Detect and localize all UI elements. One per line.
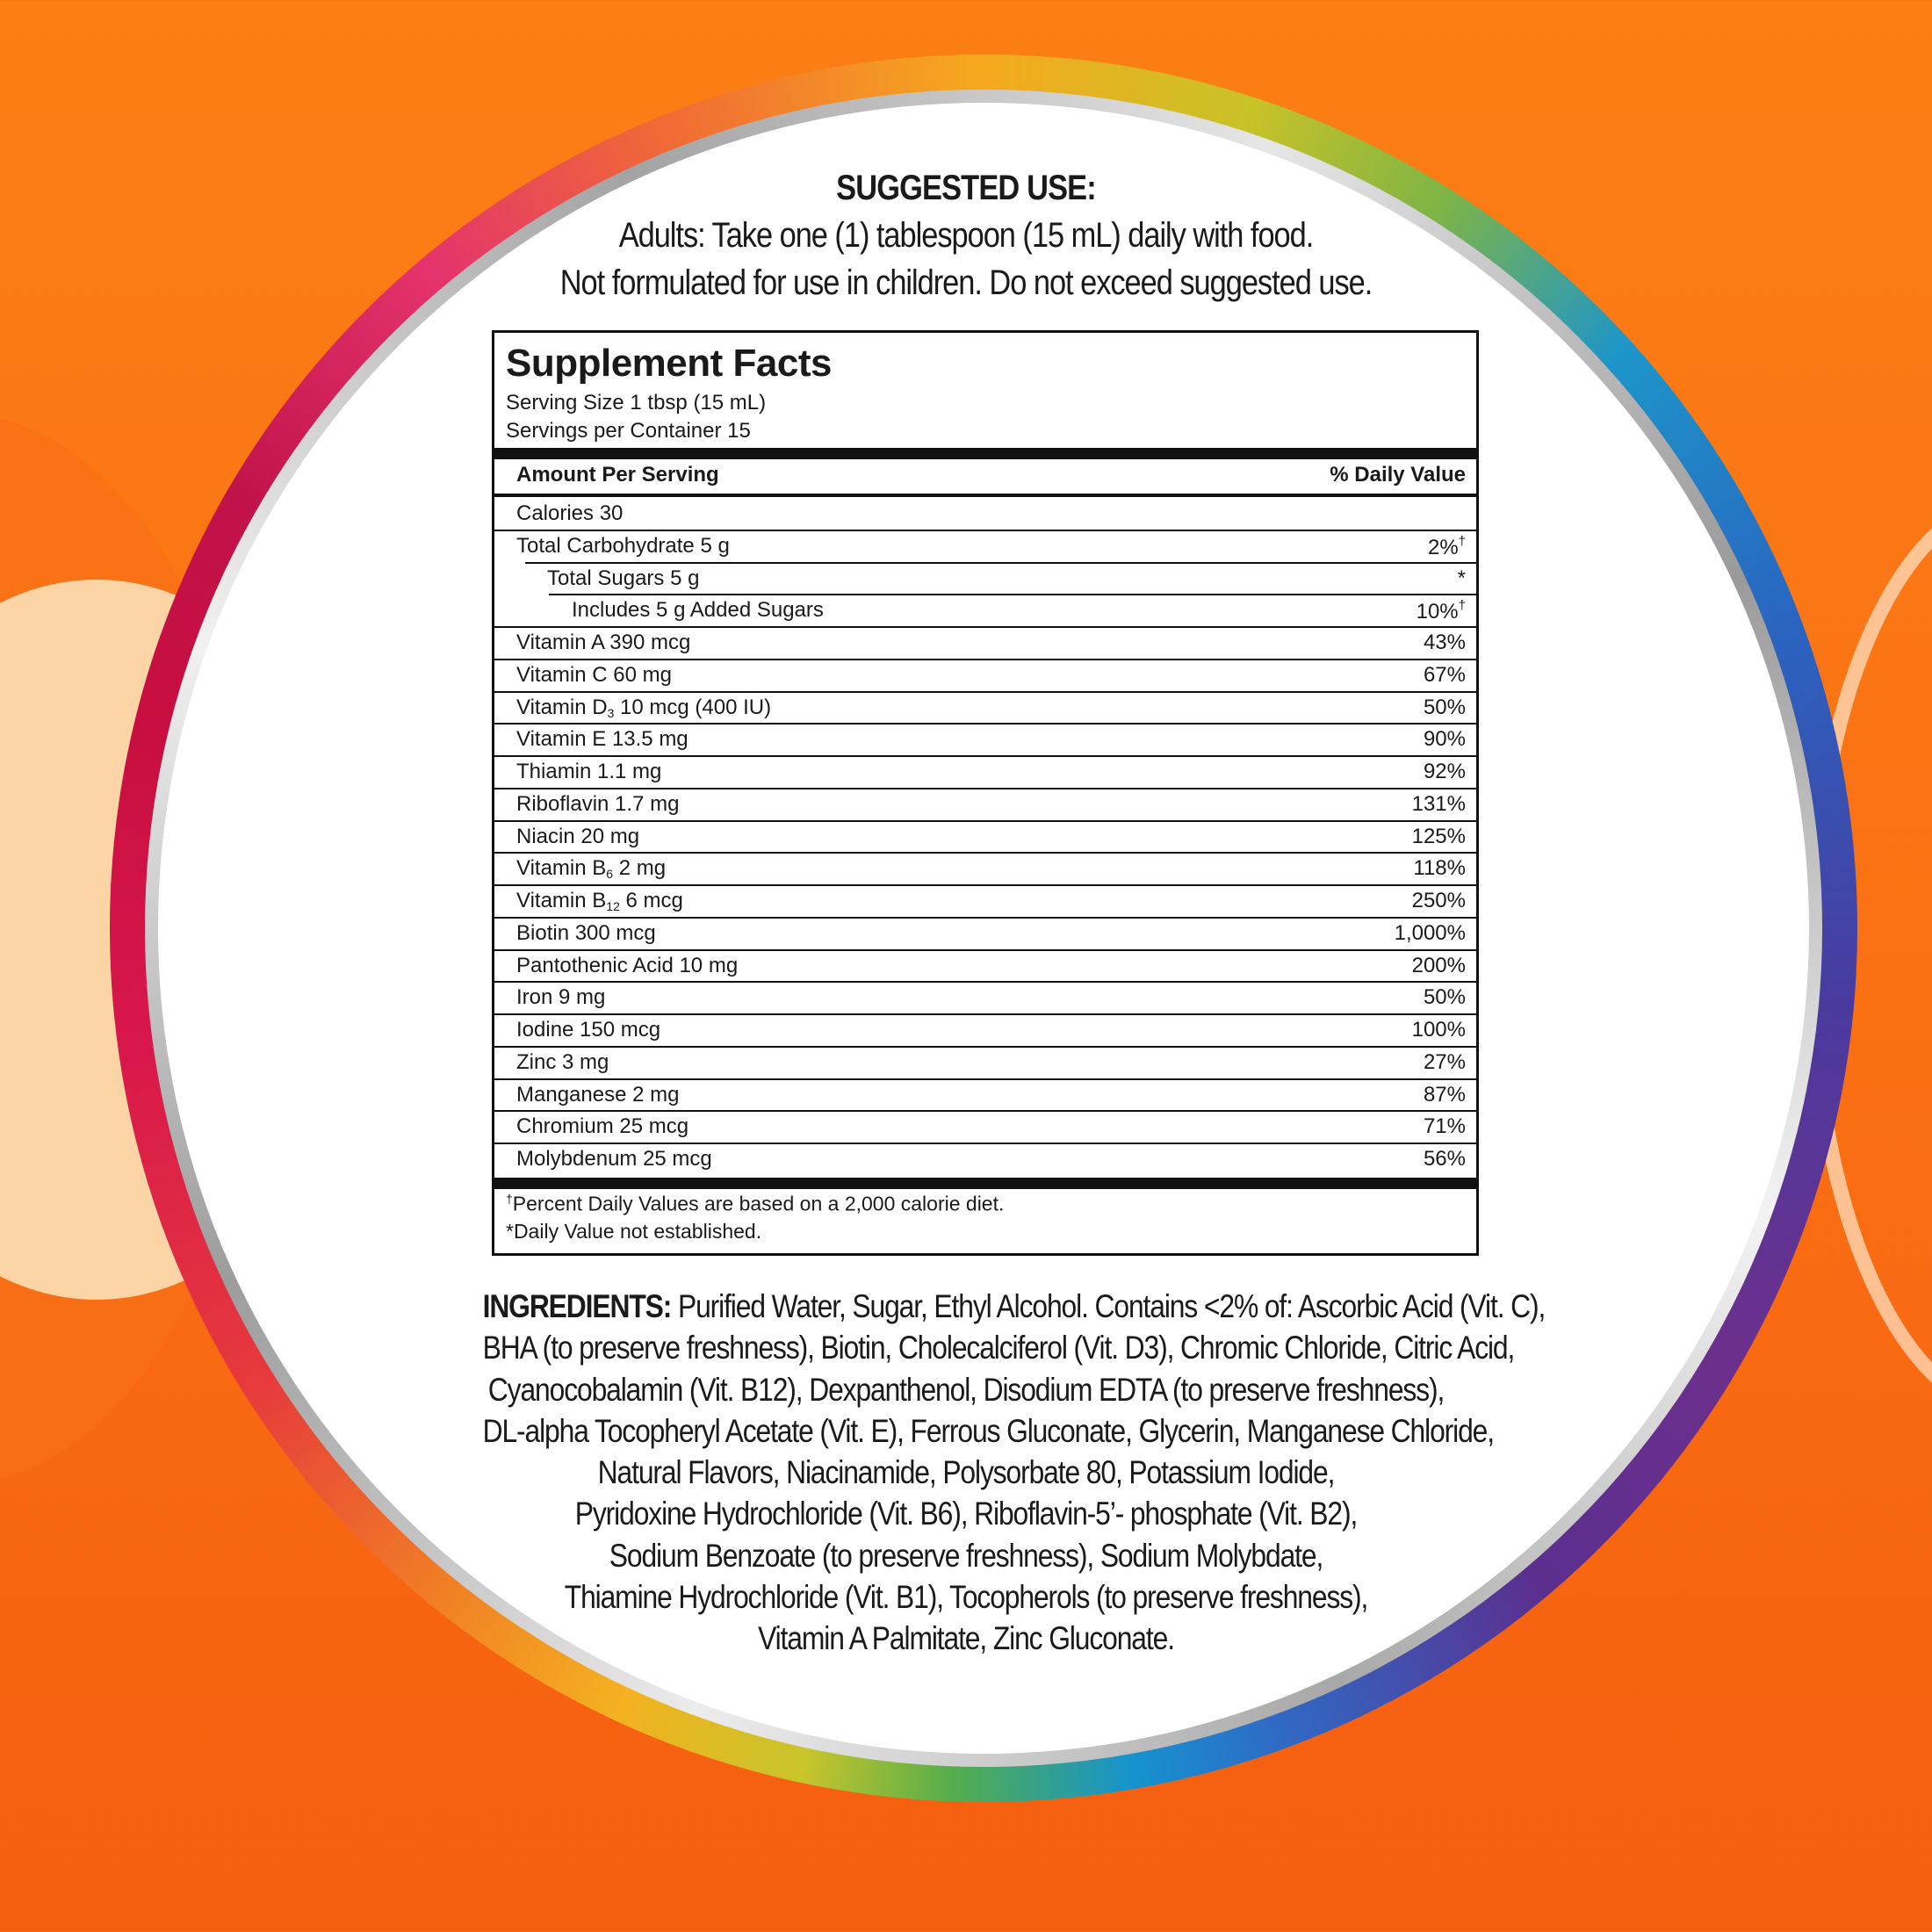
daily-value-percent: 200% (1411, 953, 1466, 977)
nutrient-daily-value (1428, 534, 1466, 560)
daily-value-percent: 43% (1423, 631, 1466, 654)
row-divider (494, 1013, 1476, 1015)
nutrient-daily-value (1424, 1083, 1466, 1107)
nutrient-name-amount: 2 mg (613, 856, 667, 881)
nutrient-row (494, 820, 1476, 852)
ingredients-line-4: DL-alpha Tocopheryl Acetate (Vit. E), Ferrous Gluconate, Glycerin, Manganese Chloride, (482, 1412, 1494, 1449)
row-divider (494, 1143, 1476, 1144)
row-divider (494, 1110, 1476, 1112)
nutrient-name: Calories 30 (516, 501, 624, 525)
nutrient-row (494, 723, 1476, 754)
nutrient-name: Pantothenic Acid 10 mg (516, 953, 739, 977)
suggested-use-line-1: Adults: Take one (1) tablespoon (15 mL) daily with food. (618, 216, 1314, 255)
nutrient-daily-value (1412, 1018, 1466, 1042)
nutrient-name (516, 889, 683, 913)
nutrient-name: Includes 5 g Added Sugars (572, 598, 824, 623)
daily-value-percent: 92% (1423, 760, 1466, 783)
row-divider (494, 852, 1476, 854)
nutrient-daily-value (1412, 889, 1466, 913)
nutrient-row (494, 1013, 1476, 1045)
nutrient-row (494, 562, 1476, 594)
nutrient-daily-value (1412, 792, 1466, 817)
nutrient-row (494, 1046, 1476, 1078)
serving-size: Serving Size 1 tbsp (15 mL) (506, 391, 767, 415)
nutrient-row (494, 981, 1476, 1013)
footnote-dagger: † (506, 1192, 513, 1206)
servings-per-container: Servings per Container 15 (506, 419, 751, 443)
nutrient-daily-value (1424, 1050, 1466, 1075)
nutrient-name: Molybdenum 25 mcg (516, 1147, 712, 1171)
daily-value-percent: 50% (1423, 985, 1466, 1010)
daily-value-percent: 10% (1416, 600, 1459, 624)
daily-value-percent: 56% (1423, 1147, 1466, 1171)
nutrient-daily-value (1424, 985, 1466, 1010)
row-divider (494, 788, 1476, 789)
nutrient-name: Total Sugars 5 g (547, 566, 700, 590)
footnote-percent-dv (506, 1192, 1004, 1216)
nutrient-name: Iron 9 mg (516, 985, 606, 1010)
row-divider (494, 1046, 1476, 1048)
nutrient-daily-value (1412, 825, 1466, 849)
row-divider (494, 1078, 1476, 1080)
row-divider (494, 723, 1476, 724)
dagger-mark: † (1458, 533, 1466, 549)
nutrient-row (494, 884, 1476, 916)
ingredients-line-6: Pyridoxine Hydrochloride (Vit. B6), Riboflavin-5’- phosphate (Vit. B2), (574, 1496, 1358, 1532)
nutrient-name: Riboflavin 1.7 mg (516, 791, 680, 816)
nutrient-row (494, 659, 1476, 690)
daily-value-percent: * (1457, 566, 1466, 590)
row-divider (494, 981, 1476, 983)
nutrient-row (494, 755, 1476, 787)
nutrient-name: Total Carbohydrate 5 g (516, 533, 730, 558)
nutrient-row (494, 852, 1476, 883)
nutrient-row (494, 1110, 1476, 1142)
nutrient-name-subscript: 12 (606, 899, 620, 913)
ingredients-line-1-text: Purified Water, Sugar, Ethyl Alcohol. Contains <2% of: Ascorbic Acid (Vit. C), (671, 1288, 1546, 1324)
nutrient-name (516, 856, 666, 881)
nutrient-name: Vitamin A 390 mcg (516, 631, 691, 654)
daily-value-percent: 100% (1411, 1018, 1466, 1042)
nutrient-row (494, 1078, 1476, 1110)
nutrient-name: Vitamin E 13.5 mg (516, 727, 688, 752)
ingredients-line-8: Thiamine Hydrochloride (Vit. B1), Tocopherols (to preserve freshness), (564, 1579, 1368, 1616)
row-divider (494, 755, 1476, 757)
nutrient-name-subscript: 3 (607, 705, 615, 720)
ingredients-line-3: Cyanocobalamin (Vit. B12), Dexpanthenol, Disodium EDTA (to preserve freshness), (487, 1371, 1445, 1408)
nutrient-row (494, 917, 1476, 948)
nutrient-name: Chromium 25 mcg (516, 1114, 689, 1139)
nutrient-name (516, 696, 771, 720)
nutrient-row (494, 626, 1476, 658)
suggested-use-title: SUGGESTED USE: (836, 169, 1096, 207)
nutrient-daily-value (1413, 856, 1466, 881)
thick-divider-top (494, 448, 1476, 459)
nutrient-daily-value (1412, 954, 1466, 978)
nutrient-row (494, 1143, 1476, 1174)
nutrient-name: Zinc 3 mg (516, 1049, 609, 1074)
nutrient-daily-value (1424, 1147, 1466, 1171)
nutrient-name-amount: 10 mcg (400 IU) (614, 695, 772, 719)
nutrient-name: Thiamin 1.1 mg (516, 760, 662, 783)
nutrient-daily-value (1417, 598, 1466, 624)
footnote-dv-not-established: *Daily Value not established. (506, 1220, 762, 1243)
nutrient-row (494, 788, 1476, 819)
row-divider (494, 884, 1476, 886)
row-divider (494, 820, 1476, 822)
daily-value-percent: 71% (1423, 1114, 1466, 1139)
daily-value-percent: 118% (1413, 856, 1466, 881)
nutrient-daily-value (1458, 566, 1466, 591)
nutrient-row (494, 530, 1476, 561)
daily-value-percent: 87% (1423, 1082, 1466, 1107)
nutrient-name: Niacin 20 mg (516, 824, 640, 848)
row-divider (494, 659, 1476, 660)
nutrient-name-base: Vitamin D (516, 695, 608, 719)
nutrient-name: Vitamin C 60 mg (516, 662, 672, 687)
row-divider (494, 917, 1476, 919)
nutrient-row (494, 594, 1476, 625)
nutrient-daily-value (1424, 760, 1466, 784)
row-divider (494, 691, 1476, 693)
ingredients-line-1 (482, 1286, 1546, 1327)
nutrient-name: Biotin 300 mcg (516, 920, 656, 945)
dagger-mark: † (1458, 598, 1466, 614)
nutrient-daily-value (1424, 663, 1466, 688)
ingredients-block (404, 1286, 1546, 1660)
nutrient-daily-value (1395, 921, 1466, 946)
ingredients-label: INGREDIENTS: (482, 1288, 672, 1324)
daily-value-percent: 27% (1423, 1049, 1466, 1074)
row-divider (494, 949, 1476, 951)
nutrient-daily-value (1424, 727, 1466, 752)
facts-header-row (494, 463, 1476, 489)
daily-value-percent: 2% (1427, 535, 1459, 559)
nutrient-row (494, 949, 1476, 981)
nutrient-name-base: Vitamin B (516, 856, 607, 881)
daily-value-header: % Daily Value (1330, 463, 1466, 487)
ingredients-line-7: Sodium Benzoate (to preserve freshness), Sodium Molybdate, (609, 1537, 1323, 1574)
nutrient-name: Iodine 150 mcg (516, 1018, 661, 1042)
nutrient-daily-value (1424, 696, 1466, 720)
nutrient-name: Manganese 2 mg (516, 1082, 680, 1107)
ingredients-line-5: Natural Flavors, Niacinamide, Polysorbate 80, Potassium Iodide, (597, 1454, 1335, 1491)
daily-value-percent: 67% (1423, 662, 1466, 687)
thick-divider-bottom (494, 1178, 1476, 1189)
nutrient-name-amount: 6 mcg (619, 889, 683, 912)
row-divider (525, 562, 1476, 564)
nutrient-name-subscript: 6 (606, 867, 614, 882)
ingredients-line-2: BHA (to preserve freshness), Biotin, Cholecalciferol (Vit. D3), Chromic Chloride, Citric Acid, (482, 1330, 1515, 1366)
daily-value-percent: 50% (1423, 695, 1466, 719)
supplement-facts-title: Supplement Facts (506, 342, 832, 385)
row-divider (494, 626, 1476, 628)
daily-value-percent: 125% (1411, 824, 1466, 848)
nutrient-name-base: Vitamin B (516, 889, 607, 912)
amount-per-serving-header: Amount Per Serving (516, 463, 719, 487)
daily-value-percent: 250% (1411, 889, 1466, 912)
daily-value-percent: 131% (1411, 791, 1466, 816)
row-divider (549, 594, 1476, 595)
nutrient-daily-value (1424, 1114, 1466, 1139)
suggested-use-line-2: Not formulated for use in children. Do not exceed suggested use. (559, 263, 1373, 302)
footnote-percent-dv-text: Percent Daily Values are based on a 2,000 calorie diet. (512, 1192, 1005, 1215)
ingredients-line-9: Vitamin A Palmitate, Zinc Gluconate. (758, 1620, 1174, 1657)
supplement-facts-panel (492, 330, 1479, 1256)
daily-value-percent: 1,000% (1394, 920, 1466, 945)
nutrient-row (494, 691, 1476, 723)
nutrient-row (494, 497, 1476, 529)
daily-value-percent: 90% (1423, 727, 1466, 752)
nutrient-daily-value (1424, 631, 1466, 655)
row-divider (494, 530, 1476, 531)
